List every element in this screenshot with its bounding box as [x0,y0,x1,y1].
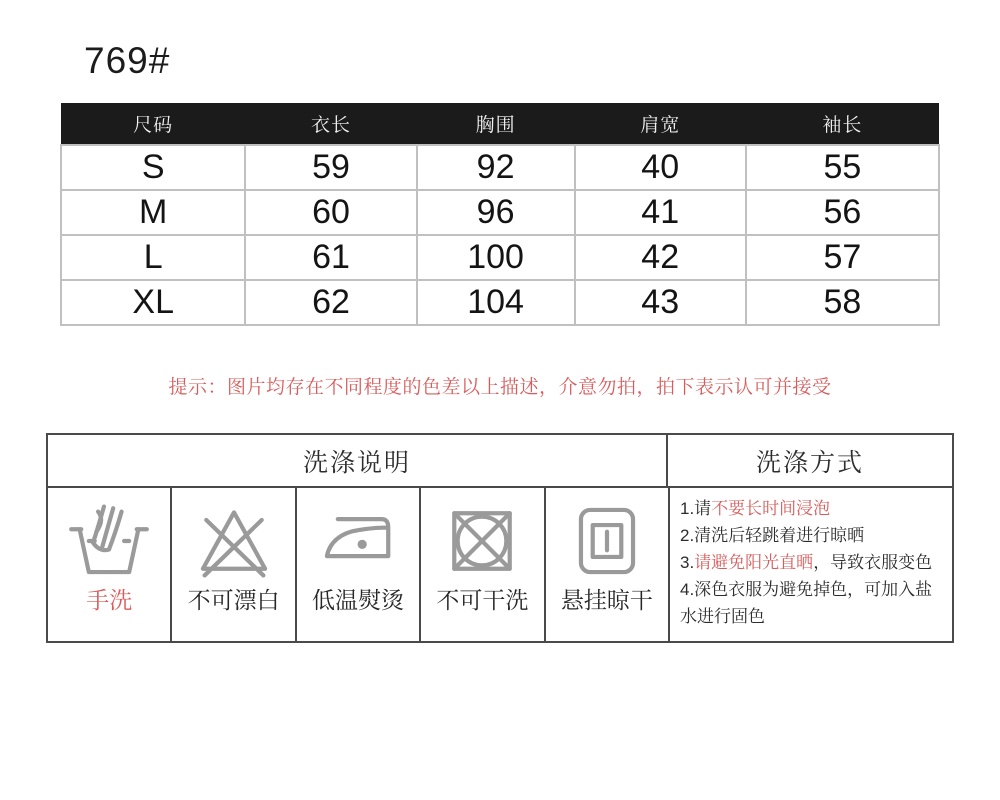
table-row-m [61,190,939,235]
value-cell: 96 [417,190,575,235]
size-cell: S [61,145,245,190]
value-cell: 41 [575,190,746,235]
no-dry-clean-icon [440,499,524,583]
value-cell: 55 [746,145,939,190]
value-cell: 57 [746,235,939,280]
care-label-hang-dry: 悬挂晾干 [560,587,653,613]
care-icon-cells [48,488,670,641]
value-cell: 104 [417,280,575,325]
value-cell: 40 [575,145,746,190]
page-title: 769# [84,40,171,81]
color-difference-notice: 提示：图片均存在不同程度的色差以上描述，介意勿拍，拍下表示认可并接受 [168,377,832,398]
care-label-iron-low: 低温熨烫 [312,587,405,613]
value-cell: 60 [245,190,416,235]
care-cell-hang-dry [546,488,670,641]
header-bust: 胸围 [417,103,575,145]
care-cell-iron-low [297,488,421,641]
value-cell: 58 [746,280,939,325]
care-method-list [670,488,952,641]
table-row-s [61,145,939,190]
value-cell: 61 [245,235,416,280]
size-table-header-row [61,103,939,145]
no-bleach-icon [192,499,276,583]
value-cell: 62 [245,280,416,325]
table-row-xl [61,280,939,325]
size-cell: M [61,190,245,235]
care-table-header [48,435,952,488]
size-cell: L [61,235,245,280]
table-row-l [61,235,939,280]
care-method-item-1: 1.请不要长时间浸泡 [680,499,831,518]
care-cell-hand-wash [48,488,172,641]
care-label-hand-wash: 手洗 [86,587,133,613]
value-cell: 92 [417,145,575,190]
care-table-body [48,488,952,641]
care-method-header: 洗涤方式 [755,448,864,477]
header-shoulder-width: 肩宽 [575,103,746,145]
value-cell: 43 [575,280,746,325]
value-cell: 42 [575,235,746,280]
header-garment-length: 衣长 [245,103,416,145]
care-table [46,433,954,643]
size-cell: XL [61,280,245,325]
care-label-no-dry-clean: 不可干洗 [436,587,529,613]
care-method-item-2: 2.清洗后轻跳着进行晾晒 [680,526,865,545]
size-table [60,103,940,326]
care-method-item-3: 3.请避免阳光直晒，导致衣服变色 [680,553,933,572]
hang-dry-icon [565,499,649,583]
care-cell-no-dry-clean [421,488,545,641]
care-method-item-4: 4.深色衣服为避免掉色，可加入盐水进行固色 [680,580,933,626]
care-cell-no-bleach [172,488,296,641]
low-temp-iron-icon [316,499,400,583]
value-cell: 59 [245,145,416,190]
care-label-no-bleach: 不可漂白 [187,587,280,613]
value-cell: 100 [417,235,575,280]
header-sleeve-length: 袖长 [746,103,939,145]
hand-wash-icon [67,499,151,583]
header-size: 尺码 [61,103,245,145]
care-instructions-header: 洗涤说明 [48,435,668,486]
value-cell: 56 [746,190,939,235]
